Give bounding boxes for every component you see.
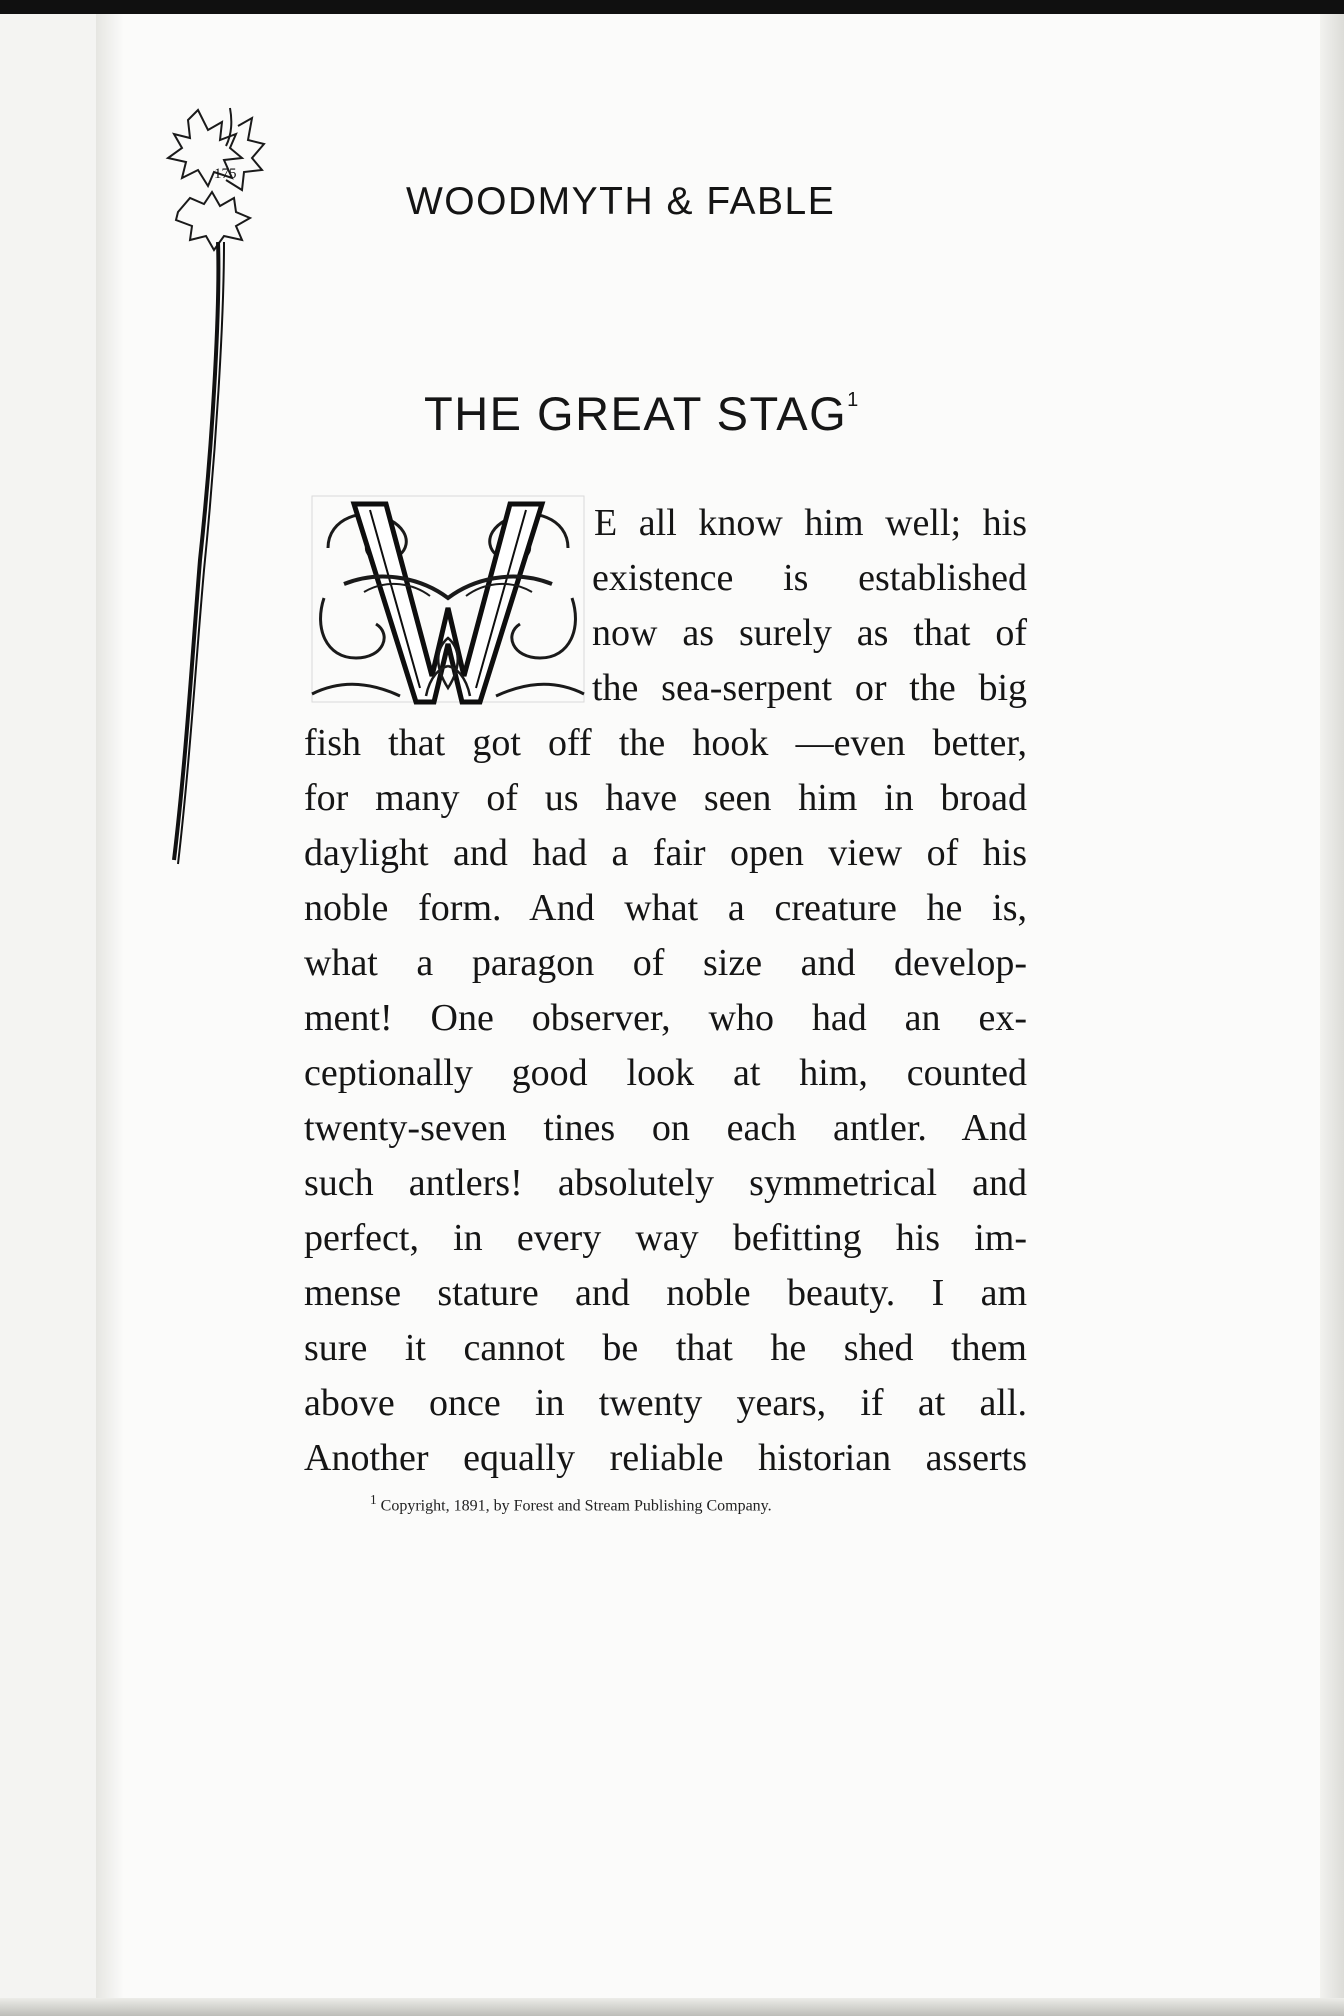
- chapter-title-text: THE GREAT STAG: [424, 387, 848, 440]
- body-line: what a paragon of size and develop-: [304, 942, 1027, 984]
- page-number: 175: [214, 166, 237, 182]
- page-bottom-edge: [0, 1998, 1344, 2016]
- page-right-edge: [1320, 14, 1344, 2016]
- body-text: [304, 496, 1027, 1486]
- body-line: sure it cannot be that he shed them: [304, 1327, 1027, 1369]
- body-line: twenty-seven tines on each antler. And: [304, 1107, 1027, 1149]
- footnote: [370, 1492, 772, 1515]
- body-line: noble form. And what a creature he is,: [304, 887, 1027, 929]
- body-line: above once in twenty years, if at all.: [304, 1382, 1027, 1424]
- footnote-text: Copyright, 1891, by Forest and Stream Publishing Company.: [380, 1497, 772, 1515]
- gutter-shadow: [96, 14, 124, 2016]
- body-line: Another equally reliable historian asserts: [304, 1437, 1027, 1479]
- body-line: for many of us have seen him in broad: [304, 777, 1027, 819]
- body-line: daylight and had a fair open view of his: [304, 832, 1027, 874]
- footnote-marker: 1: [370, 1492, 377, 1507]
- body-line: existence is established: [592, 557, 1027, 599]
- chapter-title: [424, 386, 860, 441]
- body-line: such antlers! absolutely symmetrical and: [304, 1162, 1027, 1204]
- body-line: ceptionally good look at him, counted: [304, 1052, 1027, 1094]
- maple-leaf-icon: [160, 100, 290, 870]
- scan-top-border: [0, 0, 1344, 14]
- body-line: fish that got off the hook —even better,: [304, 722, 1027, 764]
- body-line: now as surely as that of: [592, 612, 1027, 654]
- body-line: ment! One observer, who had an ex-: [304, 997, 1027, 1039]
- running-head: WOODMYTH & FABLE: [406, 180, 836, 223]
- body-line: mense stature and noble beauty. I am: [304, 1272, 1027, 1314]
- body-line: E all know him well; his: [594, 502, 1027, 544]
- body-line: the sea-serpent or the big: [592, 667, 1027, 709]
- chapter-footnote-marker: 1: [847, 389, 860, 411]
- body-line: perfect, in every way befitting his im-: [304, 1217, 1027, 1259]
